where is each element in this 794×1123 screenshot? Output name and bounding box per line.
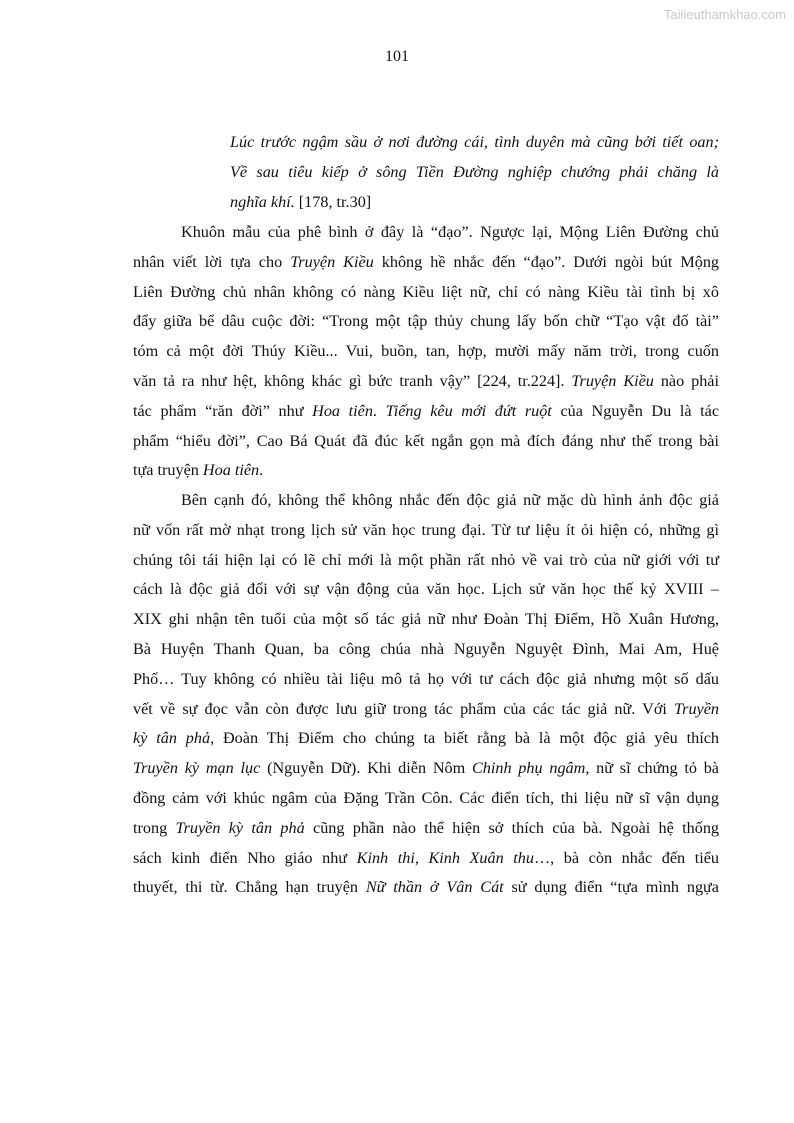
p2-line-4: cách là độc giả đối với sự vận động của văn học. Lịch sử văn học thế kỷ XVIII – [133, 580, 719, 599]
p2-line-10: Truyền kỳ mạn lục (Nguyễn Dữ). Khi diễn Nôm Chinh phụ ngâm, nữ sĩ chứng tỏ bà [133, 759, 719, 778]
quote-citation: [178, tr.30] [294, 192, 372, 211]
p2-line-11: đồng cảm với khúc ngâm của Đặng Trần Côn. Các điển tích, thi liệu nữ sĩ vận dụng [133, 788, 719, 807]
p1-line-8: phẩm “hiểu đời”, Cao Bá Quát đã đúc kết ngắn gọn mà đích đáng như thế trong bài [133, 431, 719, 450]
p2-line-9: kỳ tân phả, Đoàn Thị Điểm cho chúng ta biết rằng bà là một độc giả yêu thích [133, 729, 719, 748]
p2-line-2: nữ vốn rất mờ nhạt trong lịch sử văn học trung đại. Từ tư liệu ít ỏi hiện có, những gì [133, 520, 719, 539]
p1-line-6: văn tả ra như hệt, không khác gì bức tranh vậy” [224, tr.224]. Truyện Kiều nào phải [133, 371, 719, 390]
p1-line-1: Khuôn mẫu của phê bình ở đây là “đạo”. Ngược lại, Mộng Liên Đường chủ [181, 223, 719, 241]
p2-line-6: Bà Huyện Thanh Quan, ba công chúa nhà Nguyễn Nguyệt Đình, Mai Am, Huệ [133, 639, 719, 658]
paragraph-1 [133, 218, 719, 486]
p1-line-3: Liên Đường chủ nhân không có nàng Kiều liệt nữ, chỉ có nàng Kiều tài tình bị xô [133, 282, 719, 301]
quote-line-1: Lúc trước ngậm sầu ở nơi đường cái, tình duyên mà cũng bởi tiết oan; [230, 133, 719, 151]
p2-line-8: vết về sự đọc vẫn còn được lưu giữ trong tác phẩm của các tác giả nữ. Với Truyền [133, 699, 719, 718]
quote-line-3: nghĩa khí. [178, tr.30] [230, 192, 372, 211]
p2-line-7: Phố… Tuy không có nhiều tài liệu mô tả họ với tư cách độc giả nhưng một số dấu [133, 669, 719, 688]
p1-line-4: đẩy giữa bể dâu cuộc đời: “Trong một tập thủy chung lấy bốn chữ “Tạo vật đố tài” [133, 312, 719, 331]
p1-line-9: tựa truyện Hoa tiên. [133, 461, 264, 480]
page-number: 101 [385, 48, 409, 65]
p1-line-7: tác phẩm “răn đời” như Hoa tiên. Tiếng kêu mới đứt ruột của Nguyễn Du là tác [133, 401, 720, 420]
verse-quote [230, 128, 719, 217]
p2-line-1: Bên cạnh đó, không thể không nhắc đến độc giả nữ mặc dù hình ảnh độc giả [181, 491, 719, 509]
p2-line-13: sách kinh điển Nho giáo như Kinh thi, Kinh Xuân thu…, bà còn nhắc đến tiểu [133, 848, 720, 867]
p2-line-3: chúng tôi tái hiện lại có lẽ chỉ mới là một phần rất nhỏ về vai trò của nữ giới với tư [133, 550, 719, 569]
watermark: Tailieuthamkhao.com [663, 7, 786, 22]
p2-line-14: thuyết, thi từ. Chẳng hạn truyện Nữ thần ở Vân Cát sử dụng điển “tựa mình ngựa [133, 878, 719, 897]
paragraph-2 [133, 486, 719, 903]
p2-line-5: XIX ghi nhận tên tuổi của một số tác giả nữ như Đoàn Thị Điểm, Hồ Xuân Hương, [133, 610, 719, 629]
p2-line-12: trong Truyền kỳ tân phả cũng phần nào thể hiện sở thích của bà. Ngoài hệ thống [133, 818, 720, 837]
p1-line-5: tóm cả một đời Thúy Kiều... Vui, buồn, tan, hợp, mười mấy năm trời, trong cuốn [133, 342, 719, 361]
quote-line-2: Về sau tiêu kiếp ở sông Tiền Đường nghiệp chướng phải chăng là [230, 162, 719, 181]
p1-line-2: nhân viết lời tựa cho Truyện Kiều không hề nhắc đến “đạo”. Dưới ngòi bút Mộng [133, 252, 720, 271]
